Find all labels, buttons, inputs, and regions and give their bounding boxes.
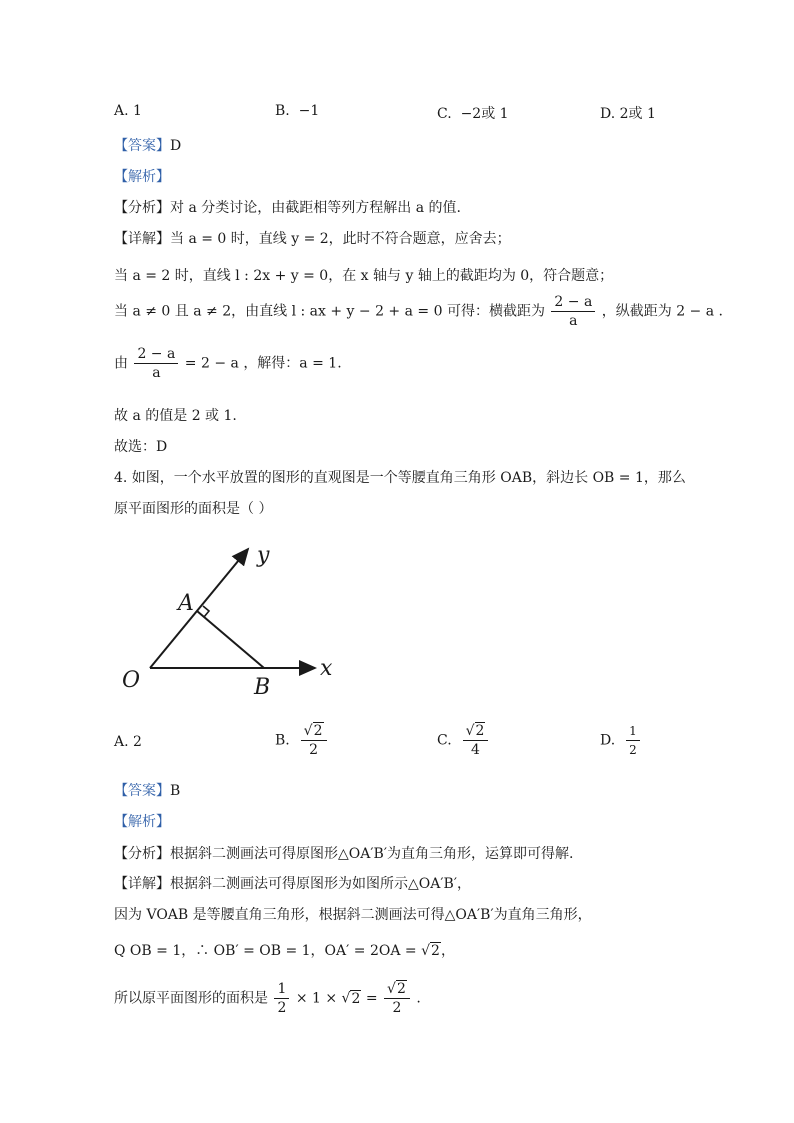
fraction: $\frac{1}{2}$ (274, 980, 289, 1017)
q4-detail-line1: 因为 VOAB 是等腰直角三角形，根据斜二测画法可得△OA′B′为直角三角形， (114, 907, 592, 923)
q4-detail-line3: 所以原平面图形的面积是 $\frac{1}{2}$ × 1 × √2 = $\frac{√2}{2}$ . (114, 981, 421, 1016)
fraction: $\frac{2 - a}{a}$ (551, 293, 595, 330)
q3-detail-line1: 【详解】当 a = 0 时，直线 y = 2，此时不符合题意，应舍去； (114, 231, 511, 247)
q3-option-b: B. −1 (275, 103, 320, 119)
q4-option-d: D. $\frac{1}{2}$ (600, 722, 642, 759)
answer-tag: 【答案】 (114, 783, 170, 799)
q4-answer: 【答案】B (114, 783, 181, 799)
q4-stem-line1: 4. 如图，一个水平放置的图形的直观图是一个等腰直角三角形 OAB，斜边长 OB = 1，那么 (114, 470, 686, 486)
q4-option-a: A. 2 (114, 734, 142, 750)
q3-choice: 故选：D (114, 439, 168, 455)
q3-detail-line3: 当 a ≠ 0 且 a ≠ 2，由直线 l : ax + y − 2 + a = 0 可得：横截距为 $\frac{2 - a}{a}$ ，纵截距为 2 − a . (114, 294, 723, 329)
segment-ab (197, 611, 264, 668)
label-b: B (254, 675, 271, 700)
fraction: $\frac{√2}{2}$ (384, 980, 410, 1017)
fraction: $\frac{√2}{4}$ (463, 722, 489, 759)
label-a: A (178, 591, 194, 616)
q3-option-c: C. −2或 1 (437, 106, 509, 122)
q3-detail-line2: 当 a = 2 时，直线 l : 2x + y = 0，在 x 轴与 y 轴上的截距均为 0，符合题意； (114, 268, 614, 284)
q3-fenxi: 【分析】对 a 分类讨论，由截距相等列方程解出 a 的值. (114, 200, 461, 216)
q3-detail-line4: 由 $\frac{2 - a}{a}$ = 2 − a ，解得：a = 1. (114, 346, 342, 381)
q3-option-d: D. 2或 1 (600, 106, 656, 122)
answer-tag: 【答案】 (114, 138, 170, 154)
label-o: O (122, 668, 141, 693)
fraction: $\frac{1}{2}$ (626, 722, 640, 759)
triangle-figure (110, 538, 350, 703)
right-angle-mark (203, 606, 209, 617)
q3-analysis-tag: 【解析】 (114, 169, 170, 185)
label-y: y (257, 543, 270, 568)
q4-option-c: C. $\frac{√2}{4}$ (437, 722, 490, 759)
q4-stem-line2: 原平面图形的面积是（ ） (114, 501, 273, 517)
y-axis (150, 549, 248, 668)
fraction: $\frac{2 - a}{a}$ (134, 345, 178, 382)
q3-conclusion: 故 a 的值是 2 或 1. (114, 408, 237, 424)
q4-option-b: B. $\frac{√2}{2}$ (275, 722, 329, 759)
q3-option-a: A. 1 (114, 103, 142, 119)
q4-detail-line2: Q OB = 1，∴ OB′ = OB = 1，OA′ = 2OA = √2， (114, 943, 455, 959)
q4-fenxi: 【分析】根据斜二测画法可得原图形△OA′B′为直角三角形，运算即可得解. (114, 846, 574, 862)
q4-detail: 【详解】根据斜二测画法可得原图形为如图所示△OA′B′， (114, 876, 471, 892)
label-x: x (320, 656, 333, 681)
q4-analysis-tag: 【解析】 (114, 814, 170, 830)
fraction: $\frac{√2}{2}$ (301, 722, 327, 759)
q3-answer: 【答案】D (114, 138, 182, 154)
